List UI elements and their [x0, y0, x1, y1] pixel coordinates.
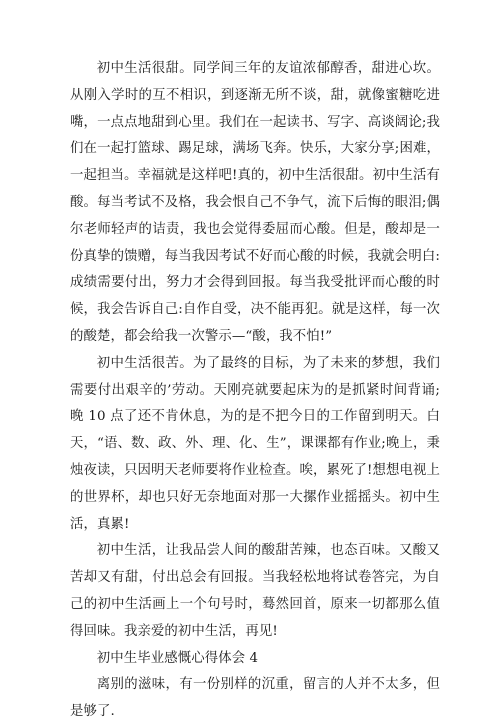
paragraph-farewell: 初中生活，让我品尝人间的酸甜苦辣，也态百味。又酸又苦却又有甜，付出总会有回报。当我轻松地将试卷答完，为自己的初中生活画上一个句号时，蓦然回首，原来一切都那么值得回味。我亲爱的初中生活，再见!: [70, 543, 440, 639]
paragraph-bitter: 初中生活很苦。为了最终的目标，为了未来的梦想，我们需要付出艰辛的’劳动。天刚亮就要起床为的是抓紧时间背诵;晚 10 点了还不肯休息，为的是不把今日的工作留到明天。白天，“语、数、政、外、理、化、生”，课课都有作业;晚上，秉烛夜读，只因明天老师要将作业检查。唉，累死了!想想电视上的世界杯，却也只好无奈地面对那一大摞作业摇摇头。初中生活，真累!: [70, 355, 440, 532]
paragraph-sweet-sour: 初中生活很甜。同学间三年的友谊浓郁醇香，甜进心坎。从刚入学时的互不相识，到逐渐无所不谈，甜，就像蜜糖吃进嘴，一点点地甜到心里。我们在一起读书、写字、高谈阔论;我们在一起打篮球、踢足球，满场飞奔。快乐，大家分享;困难，一起担当。幸福就是这样吧!真的，初中生活很甜。初中生活有酸。每当考试不及格，我会恨自己不争气，流下后悔的眼泪;偶尔老师轻声的诘责，我也会觉得委屈而心酸。但是，酸却是一份真挚的馈赠，每当我因考试不好而心酸的时候，我就会明白:成绩需要付出，努力才会得到回报。每当我受批评而心酸的时候，我会告诉自己:自作自受，决不能再犯。就是这样，每一次的酸楚，都会给我一次警示—“酸，我不怕!”: [70, 61, 440, 344]
section-heading: 初中生毕业感慨心得体会 4: [96, 650, 259, 666]
paragraph-parting: 离别的滋味，有一份别样的沉重，留言的人并不太多，但是够了.: [70, 677, 440, 720]
document-page: [70, 56, 440, 726]
